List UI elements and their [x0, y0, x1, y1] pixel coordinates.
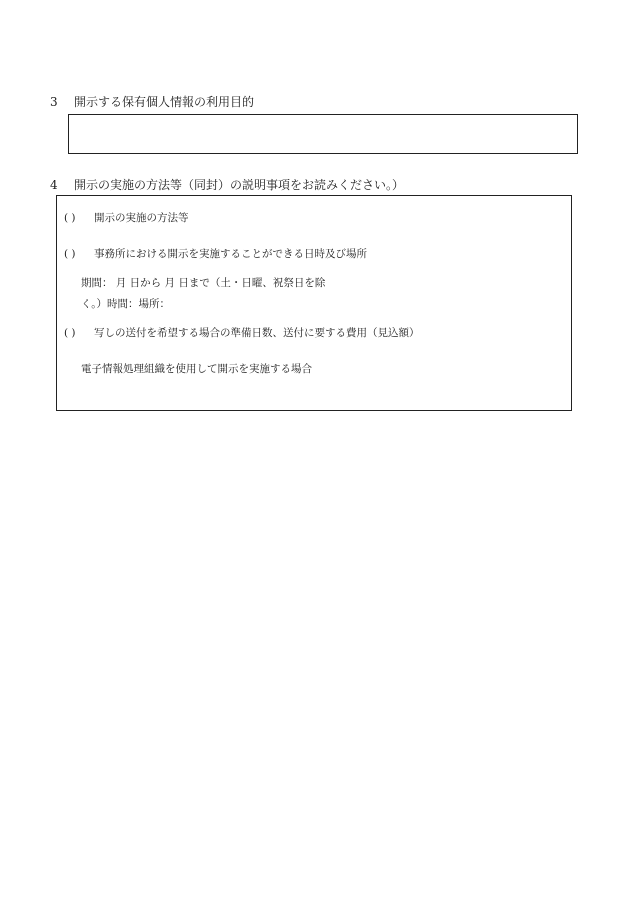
method-item-1	[64, 211, 189, 225]
disclosure-method-box	[56, 195, 572, 411]
item-label: 事務所における開示を実施することができる日時及び場所	[94, 248, 367, 260]
section-number: 4	[50, 178, 58, 192]
checkbox-marker: ( )	[64, 212, 76, 224]
section-4-heading	[50, 177, 404, 193]
section-title: 開示の実施の方法等（同封）の説明事項をお読みください。）	[74, 178, 405, 192]
section-number: 3	[50, 95, 58, 109]
method-item-3	[64, 326, 420, 340]
item-label: 写しの送付を希望する場合の準備日数、送付に要する費用（見込額）	[94, 327, 420, 339]
time-place-line: く。）時間：場所：	[81, 298, 171, 310]
item-label: 開示の実施の方法等	[94, 212, 189, 224]
checkbox-marker: ( )	[64, 327, 76, 339]
checkbox-marker: ( )	[64, 248, 76, 260]
period-line: 期間： 月 日から 月 日まで（土・日曜、祝祭日を除	[81, 277, 326, 289]
section-title: 開示する保有個人情報の利用目的	[74, 95, 255, 109]
purpose-box	[68, 114, 578, 154]
section-3-heading	[50, 94, 254, 110]
electronic-method-line: 電子情報処理組織を使用して開示を実施する場合	[81, 363, 312, 375]
method-item-2	[64, 247, 367, 261]
